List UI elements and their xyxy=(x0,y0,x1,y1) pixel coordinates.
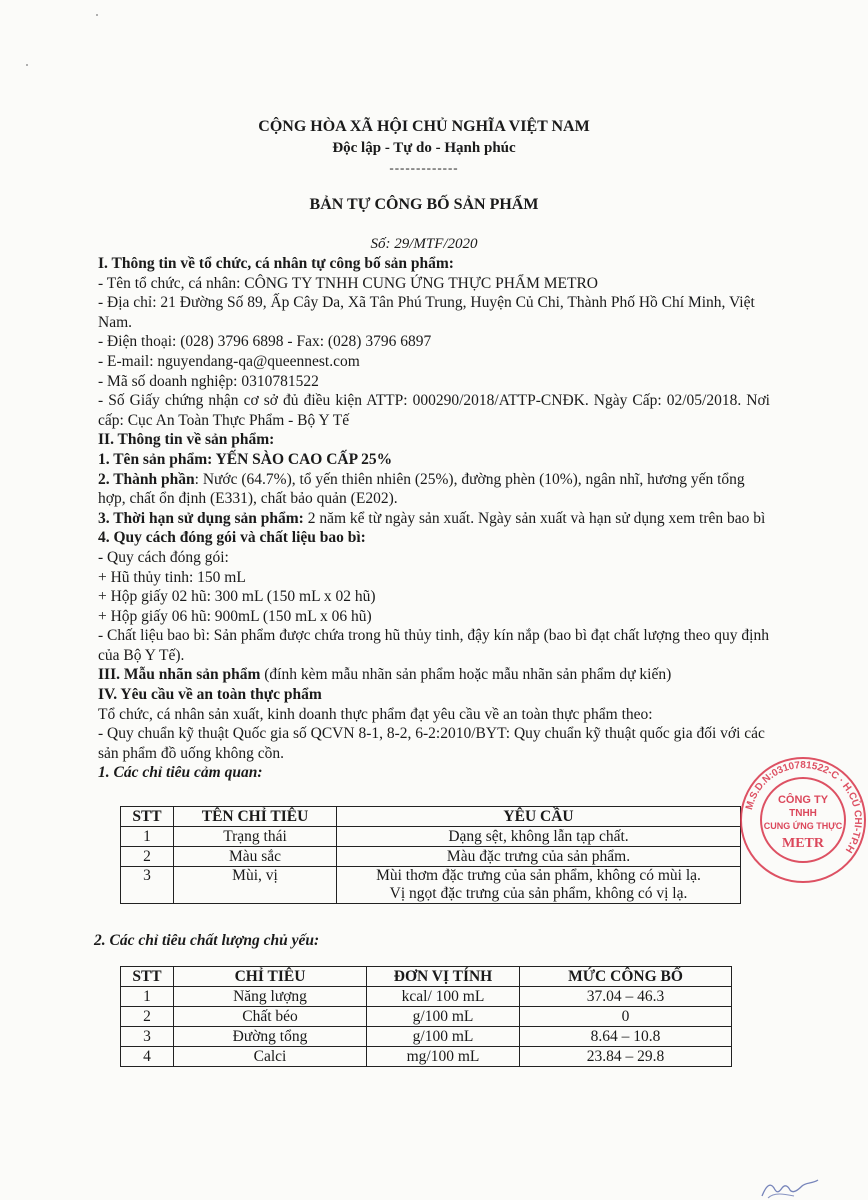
section1-heading: I. Thông tin về tổ chức, cá nhân tự công bố sản phẩm: xyxy=(98,255,454,272)
table-row xyxy=(121,827,741,847)
packaging-item: + Hũ thủy tinh: 150 mL xyxy=(98,568,246,586)
section3-text: (đính kèm mẫu nhãn sản phẩm hoặc mẫu nhãn sản phẩm dự kiến) xyxy=(260,666,672,684)
column-header: MỨC CÔNG BỐ xyxy=(520,967,732,987)
shelf-label: 3. Thời hạn sử dụng sản phẩm: xyxy=(98,509,304,527)
section4-intro: Tổ chức, cá nhân sản xuất, kinh doanh thực phẩm đạt yêu cầu về an toàn thực phẩm theo: xyxy=(98,705,653,723)
table-cell: Chất béo xyxy=(174,1007,367,1027)
table-cell: Màu sắc xyxy=(174,847,337,867)
scan-speck xyxy=(96,14,98,16)
table-cell: Đường tổng xyxy=(174,1027,367,1047)
quality-subheading: 2. Các chỉ tiêu chất lượng chủ yếu: xyxy=(94,932,320,949)
product-ingredients xyxy=(98,470,770,509)
table-cell: Dạng sệt, không lẫn tạp chất. xyxy=(337,827,741,847)
table-cell: mg/100 mL xyxy=(367,1047,520,1067)
table-header-row xyxy=(121,967,732,987)
table-cell: 2 xyxy=(121,847,174,867)
table-cell: Calci xyxy=(174,1047,367,1067)
sensory-subheading: 1. Các chỉ tiêu cảm quan: xyxy=(98,764,263,782)
shelf-text: 2 năm kể từ ngày sản xuất. Ngày sản xuất và hạn sử dụng xem trên bao bì xyxy=(303,509,766,527)
column-header: STT xyxy=(121,967,174,987)
sensory-table xyxy=(120,806,741,904)
packaging-item: + Hộp giấy 02 hũ: 300 mL (150 mL x 02 hũ) xyxy=(98,588,376,606)
org-name: - Tên tổ chức, cá nhân: CÔNG TY TNHH CUNG ỨNG THỰC PHẨM METRO xyxy=(98,274,599,292)
org-address: - Địa chỉ: 21 Đường Số 89, Ấp Cây Da, Xã Tân Phú Trung, Huyện Củ Chi, Thành Phố Hồ Chí Minh, Việt Nam. xyxy=(98,294,755,331)
packaging-spec: - Quy cách đóng gói: xyxy=(98,548,229,566)
section4-heading: IV. Yêu cầu về an toàn thực phẩm xyxy=(98,686,322,704)
table-cell: 1 xyxy=(121,827,174,847)
table-cell: 23.84 – 29.8 xyxy=(520,1047,732,1067)
packaging-item: + Hộp giấy 06 hũ: 900mL (150 mL x 06 hũ) xyxy=(98,607,372,625)
table-row xyxy=(121,987,732,1007)
table-cell xyxy=(337,867,741,904)
table-row xyxy=(121,867,741,904)
signature-mark xyxy=(760,1172,820,1200)
org-email: - E-mail: nguyendang-qa@queennest.com xyxy=(98,352,360,370)
column-header: ĐƠN VỊ TÍNH xyxy=(367,967,520,987)
section4-regulation: - Quy chuẩn kỹ thuật Quốc gia số QCVN 8-1, 8-2, 6-2:2010/BYT: Quy chuẩn kỹ thuật quốc gia đối với các sản phẩm đồ uống không cồn. xyxy=(98,725,765,762)
ingredients-label: 2. Thành phần xyxy=(98,470,195,488)
document-title: BẢN TỰ CÔNG BỐ SẢN PHẨM xyxy=(309,196,539,213)
seal-line: CUNG ỨNG THỰC xyxy=(763,821,843,831)
separator: ------------- xyxy=(389,160,459,175)
seal-line: CÔNG TY xyxy=(777,794,829,806)
org-tax-code: - Mã số doanh nghiệp: 0310781522 xyxy=(98,372,319,390)
column-header: TÊN CHỈ TIÊU xyxy=(174,807,337,827)
packaging-heading: 4. Quy cách đóng gói và chất liệu bao bì: xyxy=(98,529,366,547)
table-cell: g/100 mL xyxy=(367,1007,520,1027)
table-cell: kcal/ 100 mL xyxy=(367,987,520,1007)
document-number: Số: 29/MTF/2020 xyxy=(370,236,478,252)
motto: Độc lập - Tự do - Hạnh phúc xyxy=(332,140,516,156)
document-body xyxy=(98,254,770,783)
seal-line: METR xyxy=(782,836,824,851)
table-cell: 8.64 – 10.8 xyxy=(520,1027,732,1047)
table-cell: 3 xyxy=(121,1027,174,1047)
table-cell: Mùi, vị xyxy=(174,867,337,904)
nation-heading: CỘNG HÒA XÃ HỘI CHỦ NGHĨA VIỆT NAM xyxy=(258,118,590,135)
table-row xyxy=(121,1027,732,1047)
column-header: YÊU CẦU xyxy=(337,807,741,827)
section3 xyxy=(98,665,770,685)
org-certificate: - Số Giấy chứng nhận cơ sở đủ điều kiện ATTP: 000290/2018/ATTP-CNĐK. Ngày Cấp: 02/05/2018. Nơi cấp: Cục An Toàn Thực Phẩm - Bộ Y Tế xyxy=(98,392,770,429)
table-cell: 2 xyxy=(121,1007,174,1027)
table-header-row xyxy=(121,807,741,827)
table-row xyxy=(121,847,741,867)
table-cell: 3 xyxy=(121,867,174,904)
column-header: STT xyxy=(121,807,174,827)
seal-ring-text: M.S.D.N:0310781522-C · H.CỦ CHI-TP.H xyxy=(744,759,864,855)
table-cell: 0 xyxy=(520,1007,732,1027)
column-header: CHỈ TIÊU xyxy=(174,967,367,987)
table-row xyxy=(121,1047,732,1067)
table-cell: 37.04 – 46.3 xyxy=(520,987,732,1007)
table-cell: Năng lượng xyxy=(174,987,367,1007)
table-cell: g/100 mL xyxy=(367,1027,520,1047)
table-cell: 1 xyxy=(121,987,174,1007)
table-row xyxy=(121,1007,732,1027)
product-name: 1. Tên sản phẩm: YẾN SÀO CAO CẤP 25% xyxy=(98,450,393,468)
company-seal xyxy=(738,755,868,885)
packaging-material: - Chất liệu bao bì: Sản phẩm được chứa trong hũ thủy tinh, đậy kín nắp (bao bì đạt chất lượng theo quy định của Bộ Y Tế). xyxy=(98,627,769,664)
org-phone: - Điện thoại: (028) 3796 6898 - Fax: (028) 3796 6897 xyxy=(98,333,432,351)
section3-heading: III. Mẫu nhãn sản phẩm xyxy=(98,666,261,684)
scan-speck xyxy=(26,64,28,66)
table-cell-line: Mùi thơm đặc trưng của sản phẩm, không có mùi lạ. xyxy=(376,867,701,884)
seal-line: TNHH xyxy=(789,808,817,819)
table-cell-line: Vị ngọt đặc trưng của sản phẩm, không có vị lạ. xyxy=(389,885,688,902)
section2-heading: II. Thông tin về sản phẩm: xyxy=(98,431,275,449)
ingredients-text: : Nước (64.7%), tổ yến thiên nhiên (25%), đường phèn (10%), ngân nhĩ, hương yến tổng hợp, chất ổn định (E331), chất bảo quản (E202). xyxy=(98,470,745,508)
quality-table xyxy=(120,966,732,1067)
product-shelf-life xyxy=(98,509,770,529)
table-cell: 4 xyxy=(121,1047,174,1067)
table-cell: Màu đặc trưng của sản phẩm. xyxy=(337,847,741,867)
table-cell: Trạng thái xyxy=(174,827,337,847)
